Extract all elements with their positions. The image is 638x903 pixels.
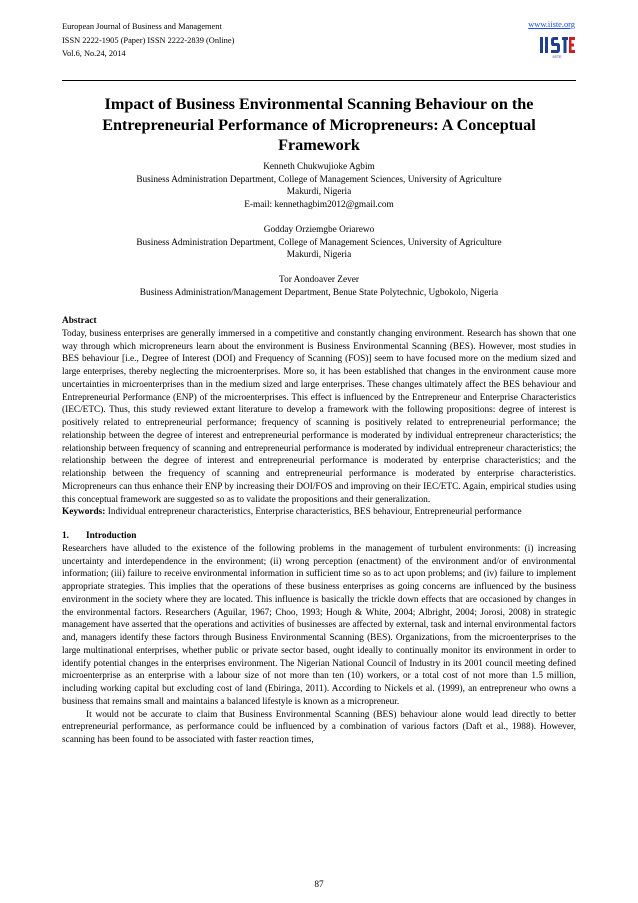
- journal-issn: ISSN 2222-1905 (Paper) ISSN 2222-2839 (Online): [62, 35, 235, 45]
- author-name: Tor Aondoaver Zever: [279, 275, 359, 286]
- body-paragraph: Researchers have alluded to the existence of the following problems in the management of turbulent environments: (i) increasing uncertainty and interdependence in the environment; (ii) wrong perception (enactment) of the environment and/or of environmental information; (iii) failure to receive environmental information in sufficient time so as to act upon problems; and (iv) failure to implement appropriate strategies. This implies that the operations of these business enterprises as going concerns are influenced by the business environment in the society where they are located. This influence is basically the trickle down effects that are occasioned by changes in the environmental factors. Researchers (Aguilar, 1967; Choo, 1993; Hough & White, 2004; Albright, 2004; Jorosi, 2008) in strategic management have asserted that the operations and activities of businesses are affected by external, task and internal environmental factors and, managers identify these factors through Business Environmental Scanning (BES). Organizations, from the microenterprises to the large multinational enterprises, whether public or private sector based, ought ideally to continually monitor its environment in order to identify potential changes in the enterprises environment. The Nigerian National Council of Industry in its 2001 council meeting defined microenterprise as an enterprise with a labour size of not more than ten (10) workers, or a total cost of not more than 1.5 million, including working capital but excluding cost of land (Ebiringa, 2011). According to Nickels et al. (1999), an entrepreneur who owns a business that remains small and maintains a balanced lifestyle is known as a micropreneur.: [62, 543, 576, 707]
- section-heading: [62, 530, 576, 543]
- section-number: 1.: [62, 531, 69, 541]
- abstract-text: Today, business enterprises are generally immersed in a competitive and constantly changing environment. Research has shown that one way through which micropreneurs learn about the environment is Business Environmental Scanning (BES). However, most studies in BES behaviour [i.e., Degree of Interest (DOI) and Frequency of Scanning (FOS)] seem to have focused more on the medium sized and large enterprises, thereby neglecting the microenterprises. More so, it has been established that changes in the environment cause more uncertainties in microenterprises than in the medium sized and large enterprises. These changes ultimately affect the BES behaviour and Entrepreneurial Performance (ENP) of the microenterprises. This effect is influenced by the Entrepreneur and Enterprise Characteristics (IEC/ETC). Thus, this study reviewed extant literature to develop a framework with the following propositions: degree of interest is positively related to entrepreneurial performance; frequency of scanning is positively related to entrepreneurial performance; the relationship between the degree of interest and entrepreneurial performance is moderated by individual entrepreneur characteristics; the relationship between frequency of scanning and entrepreneurial performance is moderated by individual entrepreneur characteristics; the relationship between the degree of interest and entrepreneurial performance is moderated by enterprise characteristics; and the relationship between the frequency of scanning and entrepreneurial performance is moderated by enterprise characteristics. Micropreneurs can thus enhance their ENP by increasing their DOI/FOS and improving on their IEC/ETC. Again, empirical studies using this conceptual framework are suggested so as to validate the propositions and their generalization.: [62, 328, 576, 505]
- section-title: Introduction: [86, 531, 137, 541]
- journal-website-link[interactable]: www.iiste.org: [528, 20, 575, 29]
- journal-name: European Journal of Business and Management: [62, 22, 222, 31]
- journal-volume: Vol.6, No.24, 2014: [62, 49, 126, 59]
- author-name: Kenneth Chukwujioke Agbim: [263, 162, 375, 172]
- iiste-logo: [538, 34, 576, 59]
- header-divider: [62, 80, 576, 81]
- paper-body: [62, 315, 576, 747]
- author-email: E-mail: kennethagbim2012@gmail.com: [244, 199, 394, 210]
- author-location: Makurdi, Nigeria: [286, 250, 352, 261]
- author-block: [62, 161, 576, 300]
- page-number: 87: [314, 880, 324, 890]
- author-affiliation: Business Administration Department, College of Management Sciences, University of Agriculture: [136, 237, 502, 248]
- logo-text: IISTE: [552, 55, 562, 59]
- paper-title: Impact of Business Environmental Scanning Behaviour on the Entrepreneurial Performance of Micropreneurs: A Conceptual Framework: [102, 95, 536, 154]
- abstract-heading: Abstract: [62, 316, 97, 326]
- author-affiliation: Business Administration Department, College of Management Sciences, University of Agriculture: [136, 174, 502, 185]
- author-location: Makurdi, Nigeria: [286, 187, 352, 198]
- keywords-label: Keywords:: [62, 507, 106, 518]
- keywords-list: Individual entrepreneur characteristics, Enterprise characteristics, BES behaviour, Entrepreneurial performance: [107, 507, 522, 518]
- journal-header: [62, 20, 234, 61]
- keywords: [62, 506, 576, 519]
- author-affiliation: Business Administration/Management Department, Benue State Polytechnic, Ugbokolo, Nigeria: [139, 287, 499, 298]
- body-paragraph: It would not be accurate to claim that Business Environmental Scanning (BES) behaviour alone would lead directly to better entrepreneurial performance, as performance could be influenced by a combination of various factors (Daft et al., 1988). However, scanning has been found to be associated with faster reaction times,: [62, 709, 576, 745]
- author-name: Godday Orziemgbe Oriarewo: [263, 224, 375, 235]
